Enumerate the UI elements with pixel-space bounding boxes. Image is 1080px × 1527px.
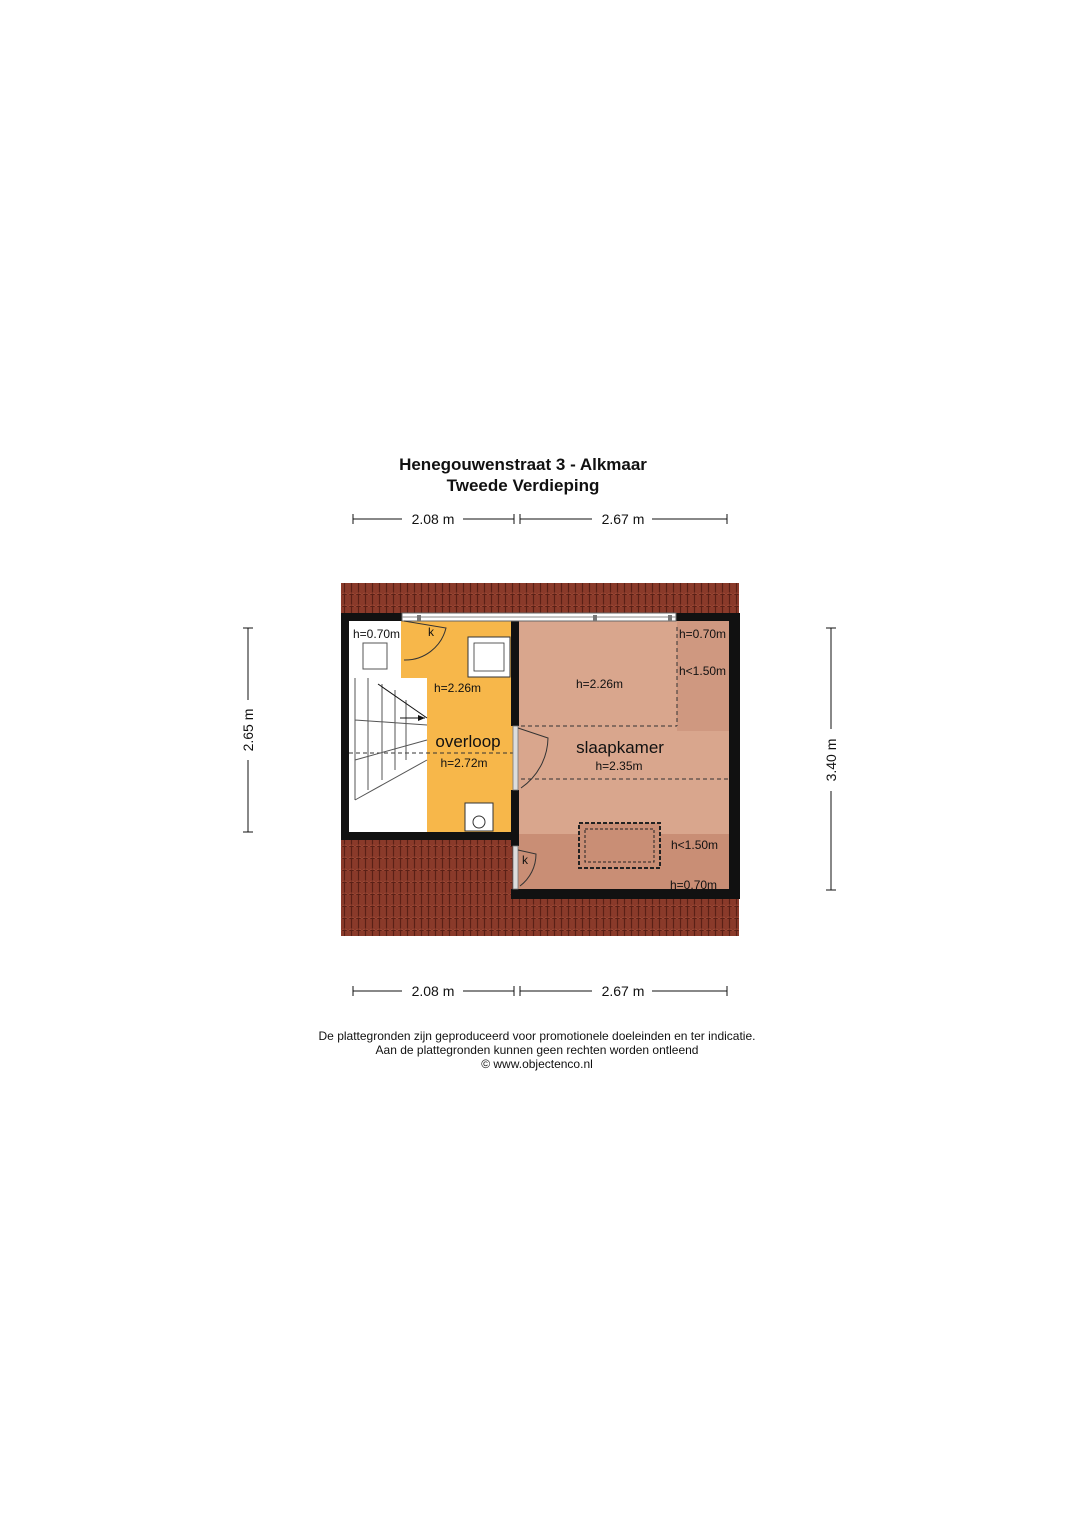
dim-top-right: 2.67 m (601, 511, 645, 527)
slaapkamer-bottom-corner: h=0.70m (670, 878, 718, 892)
slaapkamer-upper-height: h=2.26m (576, 677, 624, 691)
slaapkamer-door-mark: k (522, 853, 528, 867)
overloop-upper-height: h=2.26m (434, 681, 482, 695)
dim-bottom-right: 2.67 m (601, 983, 645, 999)
plan-subtitle: Tweede Verdieping (446, 476, 600, 495)
overloop-name: overloop (435, 732, 501, 751)
dimension-top (353, 514, 727, 524)
overloop-door-mark: k (428, 625, 434, 639)
slaapkamer-top-corner: h=0.70m (679, 627, 727, 641)
slaapkamer-bottom-side: h<1.50m (671, 838, 719, 852)
toilet (465, 803, 493, 831)
boiler (363, 643, 387, 669)
stair-area (349, 678, 427, 834)
dim-left: 2.65 m (240, 708, 256, 752)
footer-disclaimer-2: Aan de plattegronden kunnen geen rechten worden ontleend (375, 1043, 699, 1057)
top-window (402, 613, 676, 621)
footer-disclaimer-1: De plattegronden zijn geproduceerd voor promotionele doeleinden en ter indicatie. (318, 1029, 756, 1043)
plan-title: Henegouwenstraat 3 - Alkmaar (399, 455, 647, 474)
slaapkamer-top-side: h<1.50m (679, 664, 727, 678)
slaapkamer-name: slaapkamer (576, 738, 664, 757)
overloop-height: h=2.72m (440, 756, 488, 770)
skylight (579, 823, 660, 868)
footer-copyright: © www.objectenco.nl (481, 1057, 593, 1071)
slaapkamer-height: h=2.35m (595, 759, 643, 773)
dim-right: 3.40 m (823, 738, 839, 782)
overloop-corner-height: h=0.70m (353, 627, 401, 641)
dimension-bottom (353, 986, 727, 996)
dim-bottom-left: 2.08 m (411, 983, 455, 999)
dim-top-left: 2.08 m (411, 511, 455, 527)
